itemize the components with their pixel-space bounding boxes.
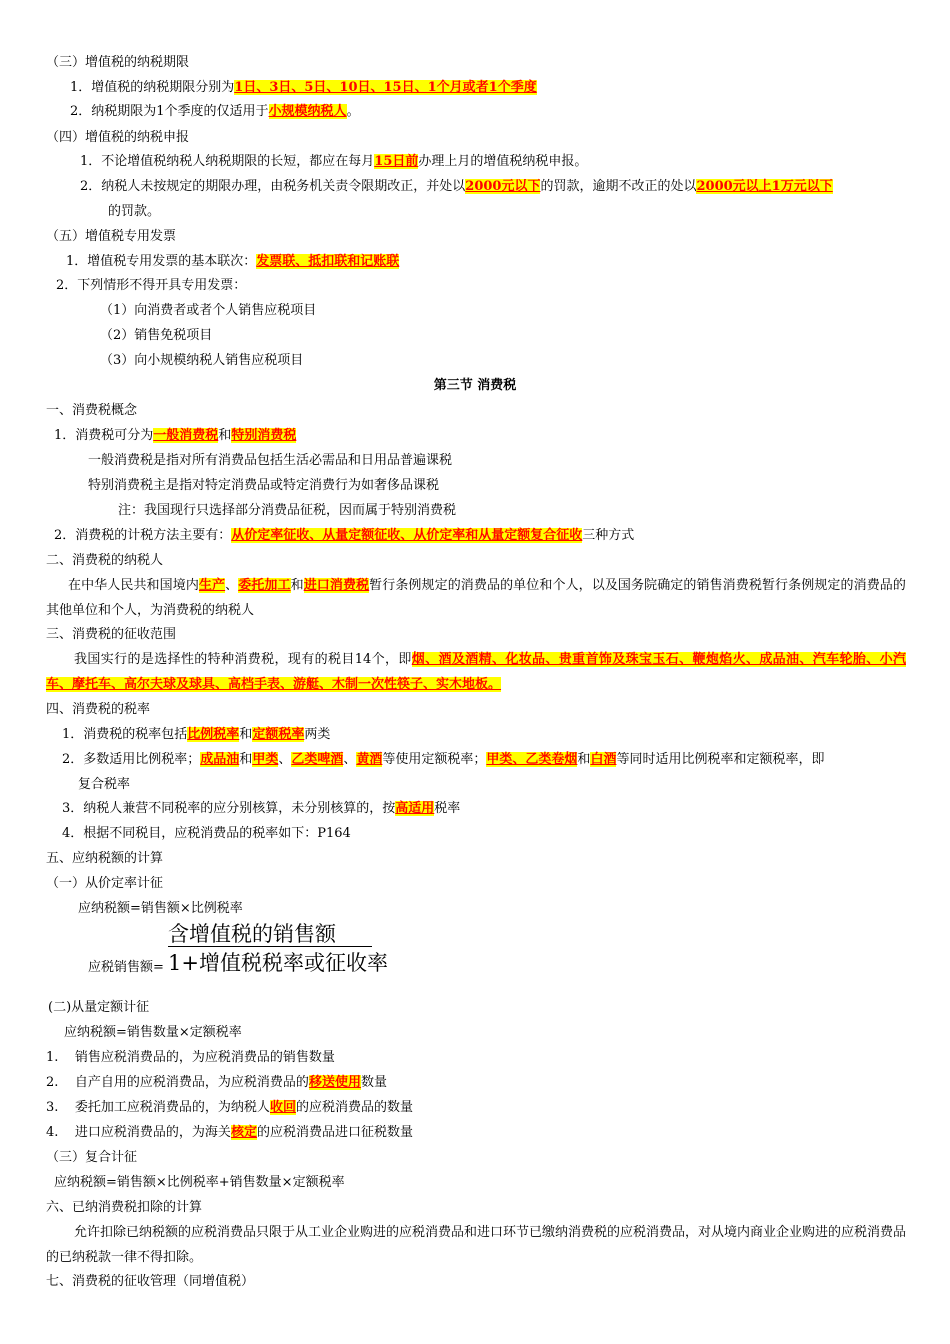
vat-filing-item-2: 2．纳税人未按规定的期限办理，由税务机关责令限期改正，并处以2000元以下的罚款，逾期不改正的处以2000元以上1万元以下: [80, 179, 833, 194]
highlight: 甲类、乙类卷烟: [486, 752, 578, 767]
vat-invoice-sub-1: （1）向消费者或者个人销售应税项目: [100, 303, 317, 318]
taxpayer-heading: 二、消费税的纳税人: [46, 553, 164, 568]
calc-heading: 五、应纳税额的计算: [46, 851, 164, 866]
vat-period-item-2: 2．纳税期限为1个季度的仅适用于小规模纳税人。: [70, 104, 360, 119]
quantity-item-2: 2. 自产自用的应税消费品，为应税消费品的移送使用数量: [46, 1075, 387, 1090]
concept-item-2: 2．消费税的计税方法主要有：从价定率征收、从量定额征收、从价定率和从量定额复合征收三种方式: [54, 528, 635, 543]
highlight: 比例税率: [187, 727, 240, 742]
vat-invoice-item-2: 2．下列情形不得开具专用发票：: [56, 278, 247, 293]
formula-2-label: 应税销售额=: [88, 960, 164, 975]
quantity-item-4: 4. 进口应税消费品的，为海关核定的应税消费品进口征税数量: [46, 1125, 413, 1140]
section-title: 第三节 消费税: [433, 378, 517, 393]
fraction-numerator: 含增值税的销售额: [168, 922, 336, 946]
vat-invoice-sub-2: （2）销售免税项目: [100, 328, 213, 343]
highlight: 特别消费税: [231, 428, 297, 443]
highlight: 黄酒: [356, 752, 383, 767]
rates-heading: 四、消费税的税率: [46, 702, 151, 717]
highlight: 1日、3日、5日、10日、15日、1个月或者1个季度: [234, 80, 537, 95]
rates-item-2: 2．多数适用比例税率；成品油和甲类、乙类啤酒、黄酒等使用定额税率；甲类、乙类卷烟和白酒等同时适用比例税率和定额税率，即: [62, 752, 825, 767]
highlight: 成品油: [200, 752, 240, 767]
highlight: 发票联、抵扣联和记账联: [256, 254, 400, 269]
deduction-paragraph: 允许扣除已纳税额的应税消费品只限于从工业企业购进的应税消费品和进口环节已缴纳消费税的应税消费品，对从境内商业企业购进的应税消费品的已纳税款一律不得扣除。: [46, 1225, 907, 1265]
taxpayer-paragraph: 在中华人民共和国境内生产、委托加工和进口消费税暂行条例规定的消费品的单位和个人，以及国务院确定的销售消费税暂行条例规定的消费品的其他单位和个人，为消费税的纳税人: [46, 578, 906, 618]
specific-heading: (二)从量定额计征: [48, 1000, 150, 1015]
rates-item-3: 3．纳税人兼营不同税率的应分别核算，未分别核算的，按高适用税率: [62, 801, 461, 816]
quantity-item-1: 1. 销售应税消费品的，为应税消费品的销售数量: [46, 1050, 335, 1065]
highlight: 高适用: [395, 801, 435, 816]
highlight: 定额税率: [252, 727, 305, 742]
vat-period-heading: （三）增值税的纳税期限: [46, 55, 190, 70]
vat-filing-heading: （四）增值税的纳税申报: [46, 130, 190, 145]
concept-general: 一般消费税是指对所有消费品包括生活必需品和日用品普遍课税: [88, 453, 453, 468]
vat-period-item-1: 1．增值税的纳税期限分别为1日、3日、5日、10日、15日、1个月或者1个季度: [70, 80, 537, 95]
formula-3: 应纳税额=销售数量×定额税率: [64, 1025, 242, 1040]
highlight: 小规模纳税人: [268, 104, 347, 119]
vat-filing-item-2-cont: 的罚款。: [108, 204, 161, 219]
highlight: 移送使用: [308, 1075, 361, 1090]
highlight: 收回: [269, 1100, 296, 1115]
highlight: 核定: [230, 1125, 257, 1140]
highlight: 委托加工: [238, 578, 291, 593]
rates-item-1: 1．消费税的税率包括比例税率和定额税率两类: [62, 727, 331, 742]
highlight: 白酒: [590, 752, 617, 767]
rates-item-4: 4．根据不同税目，应税消费品的税率如下：P164: [62, 826, 351, 841]
rates-item-2-cont: 复合税率: [78, 777, 131, 792]
highlight: 进口消费税: [303, 578, 370, 593]
compound-heading: （三）复合计征: [46, 1150, 138, 1165]
highlight: 一般消费税: [153, 428, 219, 443]
concept-item-1: 1．消费税可分为一般消费税和特别消费税: [54, 428, 297, 443]
formula-1: 应纳税额=销售额×比例税率: [78, 901, 243, 916]
vat-invoice-heading: （五）增值税专用发票: [46, 229, 177, 244]
admin-heading: 七、消费税的征收管理（同增值税）: [46, 1274, 255, 1289]
highlight: 烟、酒及酒精、化妆品、贵重首饰及珠宝玉石、鞭炮焰火、成品油、汽车轮胎、小汽车、摩托车、高尔夫球及球具、高档手表、游艇、木制一次性筷子、实木地板。: [46, 652, 906, 692]
highlight: 2000元以下: [465, 179, 541, 194]
vat-invoice-sub-3: （3）向小规模纳税人销售应税项目: [100, 353, 304, 368]
highlight: 15日前: [374, 154, 419, 169]
fraction-denominator: 1+增值税税率或征收率: [168, 951, 388, 975]
highlight: 2000元以上1万元以下: [696, 179, 833, 194]
vat-invoice-item-1: 1．增值税专用发票的基本联次：发票联、抵扣联和记账联: [66, 254, 400, 269]
deduction-heading: 六、已纳消费税扣除的计算: [46, 1200, 203, 1215]
highlight: 甲类: [252, 752, 279, 767]
scope-heading: 三、消费税的征收范围: [46, 627, 177, 642]
highlight: 从价定率征收、从量定额征收、从价定率和从量定额复合征收: [231, 528, 583, 543]
formula-4: 应纳税额=销售额×比例税率+销售数量×定额税率: [54, 1175, 345, 1190]
vat-filing-item-1: 1．不论增值税纳税人纳税期限的长短，都应在每月15日前办理上月的增值税纳税申报。: [80, 154, 588, 169]
concept-special: 特别消费税主是指对特定消费品或特定消费行为如奢侈品课税: [88, 478, 440, 493]
ad-valorem-heading: （一）从价定率计征: [46, 876, 164, 891]
concept-note: 注：我国现行只选择部分消费品征税，因而属于特别消费税: [118, 503, 457, 518]
quantity-item-3: 3. 委托加工应税消费品的，为纳税人收回的应税消费品的数量: [46, 1100, 413, 1115]
highlight: 乙类啤酒: [291, 752, 344, 767]
highlight: 生产: [198, 578, 226, 593]
scope-paragraph: 我国实行的是选择性的特种消费税，现有的税目14个，即烟、酒及酒精、化妆品、贵重首饰及珠宝玉石、鞭炮焰火、成品油、汽车轮胎、小汽车、摩托车、高尔夫球及球具、高档手表、游艇、木制一次性筷子、实木地板。: [46, 652, 906, 692]
concept-heading: 一、消费税概念: [46, 403, 138, 418]
